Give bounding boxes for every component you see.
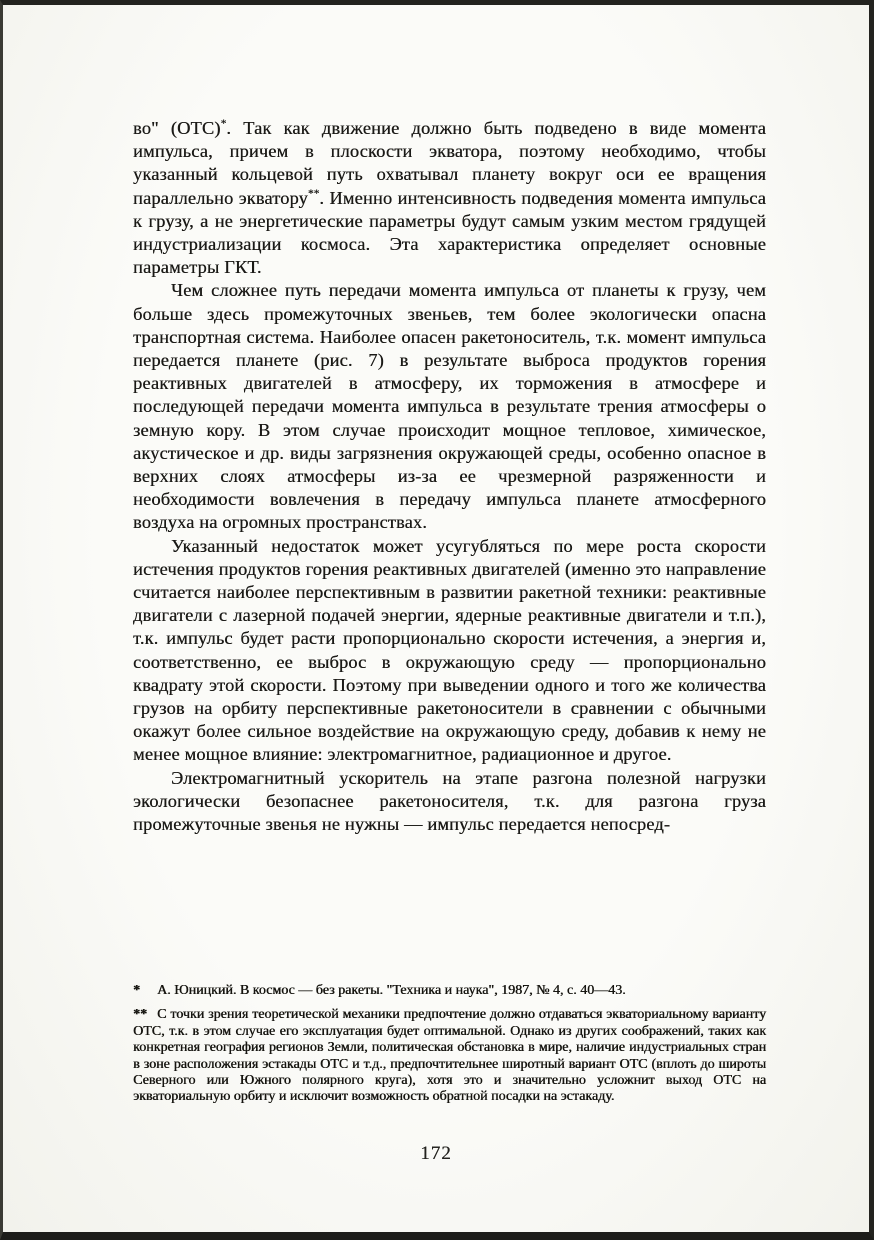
paragraph: во" (ОТС)*. Так как движение должно быть подведено в виде момента импульса, причем в плоскости экватора, поэтому необходимо, чтобы указанный кольцевой путь охватывал планету вокруг оси ее вращения параллельно экватору**. Именно интенсивность подведения момента импульса к грузу, а не энергетические параметры будут самым узким местом грядущей индустриализации космоса. Эта характеристика определяет основные параметры ГКТ. [133,117,766,278]
body-text [133,117,766,836]
footnote-ref-marker: ** [307,187,320,200]
footnote: * А. Юницкий. В космос — без ракеты. "Техника и наука", 1987, № 4, с. 40—43. [133,983,626,998]
footnote-marker: * [133,983,140,998]
paragraph: Чем сложнее путь передачи момента импульса от планеты к грузу, чем больше здесь промежуточных звеньев, тем более экологически опасна транспортная система. Наиболее опасен ракетоноситель, т.к. момент импульса передается планете (рис. 7) в результате выброса продуктов горения реактивных двигателей в атмосферу, их торможения в атмосфере и последующей передачи момента импульса в результате трения атмосферы о земную кору. В этом случае происходит мощное тепловое, химическое, акустическое и др. виды загрязнения окружающей среды, особенно опасное в верхних слоях атмосферы из-за ее чрезмерной разряженности и необходимости вовлечения в передачу импульса планете атмосферного воздуха на огромных пространствах. [133,280,766,533]
page-number: 172 [420,1143,452,1164]
paragraph: Электромагнитный ускоритель на этапе разгона полезной нагрузки экологически безопаснее ракетоносителя, т.к. для разгона груза промежуточные звенья не нужны — импульс передается непосред- [133,767,766,835]
footnote-marker: ** [133,1007,147,1023]
footnote-ref-marker: * [220,117,227,130]
footnote: ** С точки зрения теоретической механики предпочтение должно отдаваться экваториальному варианту ОТС, т.к. в этом случае его эксплуатация будет оптимальной. Однако из других соображений, таких как конкретная география регионов Земли, политическая обстановка в мире, наличие индустриальных стран в зоне расположения эстакады ОТС и т.д., предпочтительнее широтный вариант ОТС (вплоть до широты Северного или Южного полярного круга), хотя это и значительно усложнит выход ОТС на экваториальную орбиту и исключит возможность обратной посадки на эстакаду. [133,1007,766,1105]
paragraph: Указанный недостаток может усугубляться по мере роста скорости истечения продуктов горения реактивных двигателей (именно это направление считается наиболее перспективным в развитии ракетной техники: реактивные двигатели с лазерной подачей энергии, ядерные реактивные двигатели и т.п.), т.к. импульс будет расти пропорционально скорости истечения, а энергия и, соответственно, ее выброс в окружающую среду — пропорционально квадрату этой скорости. Поэтому при выведении одного и того же количества грузов на орбиту перспективные ракетоносители в сравнении с обычными окажут более сильное воздействие на окружающую среду, добавив к нему не менее мощное влияние: электромагнитное, радиационное и другое. [133,535,766,765]
footnotes [133,983,766,1114]
